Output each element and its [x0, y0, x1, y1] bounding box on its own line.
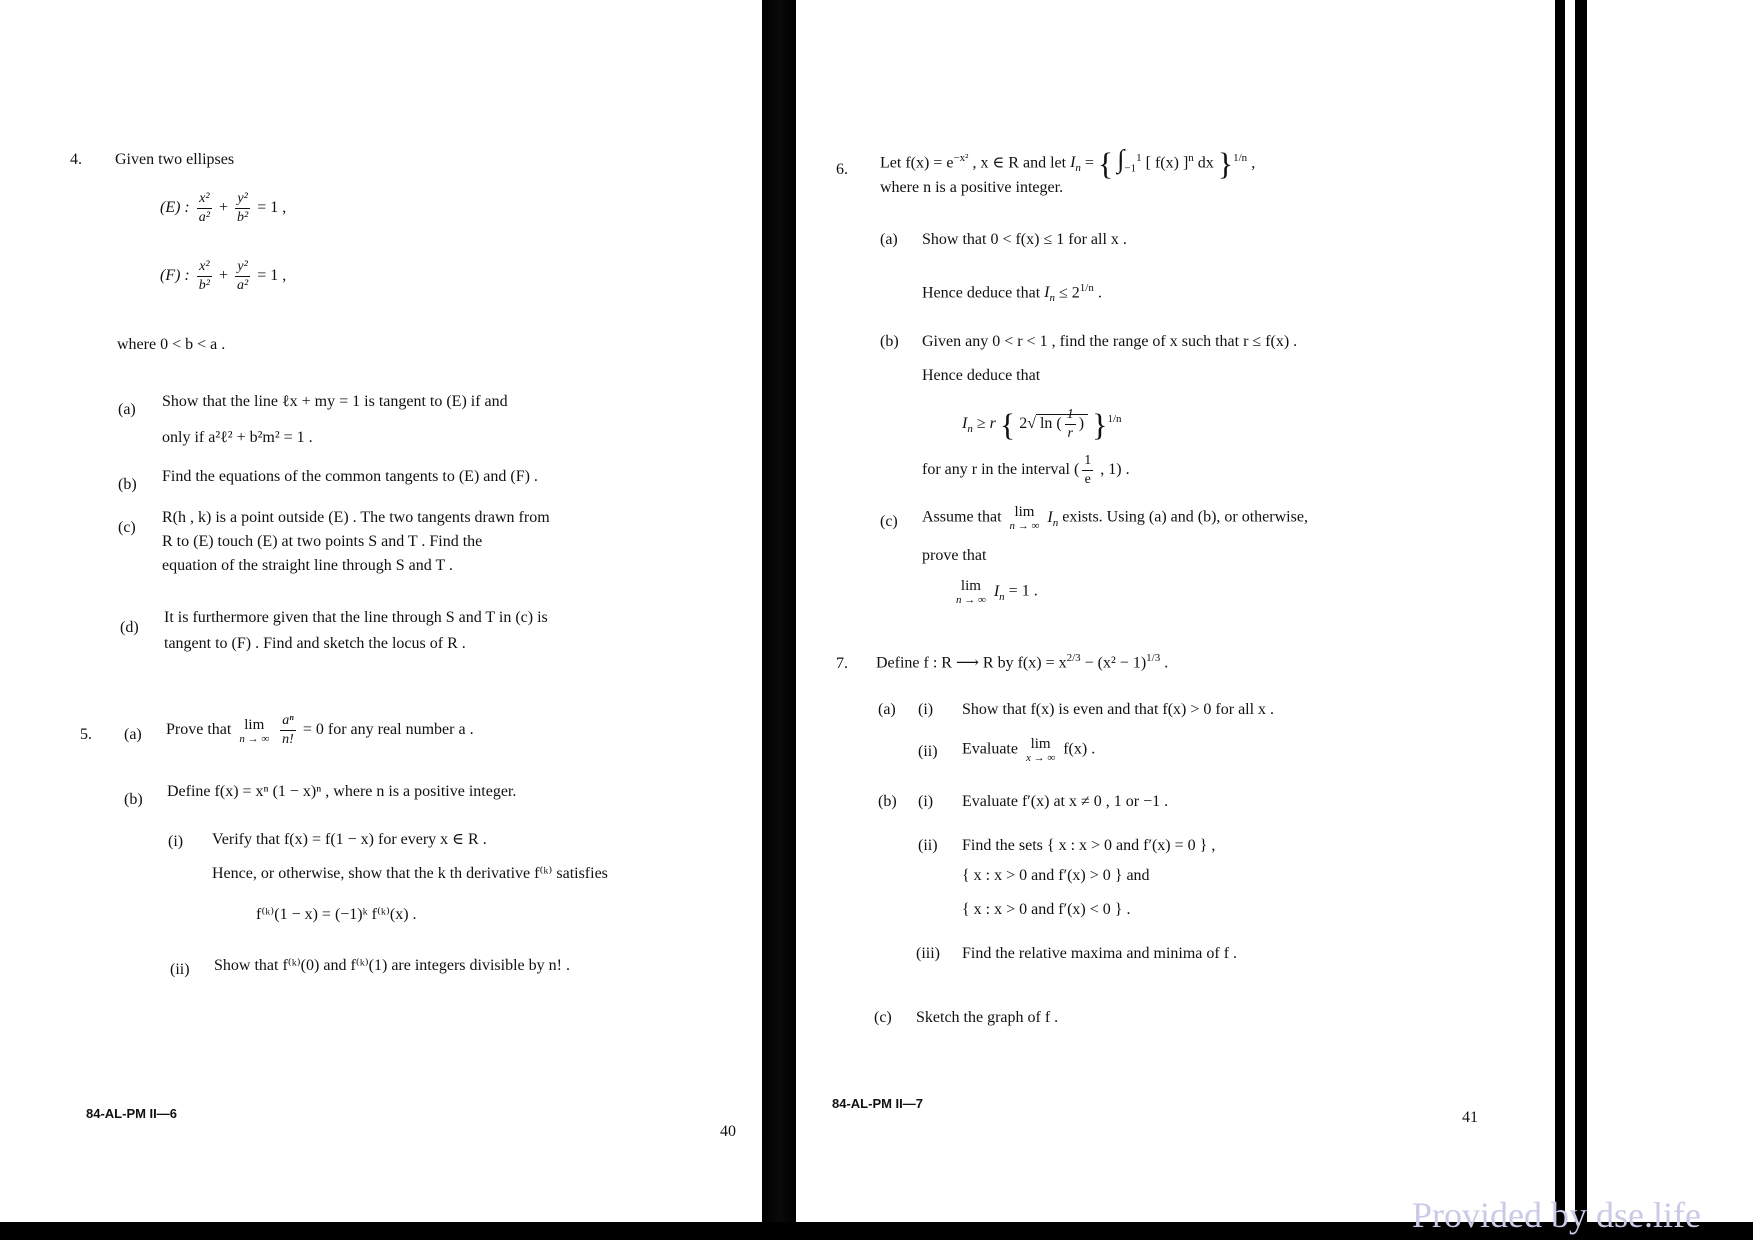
- part-text: only if a²ℓ² + b²m² = 1 .: [162, 429, 313, 446]
- part-text: Let $f(x) = e^{-x^2}$ , x ∈ R and let $I_n$ = { $\int_{-1}^1$ [ f(x) ]$^n$ dx }$^{1/n}$ ,: [880, 144, 1256, 182]
- part-label: (c): [880, 513, 898, 530]
- ellipse-f: (F) : $\frac{\text{x²}}{\text{b²}}$ + $\frac{\text{y²}}{\text{a²}}$ = 1 ,: [160, 259, 287, 293]
- part-text: tangent to (F) . Find and sketch the locus of R .: [164, 635, 466, 652]
- part-text: Sketch the graph of f .: [916, 1009, 1059, 1026]
- part-text: Verify that f(x) = f(1 − x) for every x ∈ R .: [212, 831, 487, 848]
- part-text: Define f : R ⟶ R by $f(x) = x^{2/3} - (x^2 - 1)^{1/3}$ .: [876, 652, 1169, 672]
- part-label: (ii): [918, 743, 938, 760]
- text: Let f(x) = e: [880, 154, 954, 172]
- formula: lim n → ∞ $I_n = 1$ .: [956, 578, 1038, 606]
- scan-edge: [1575, 0, 1587, 1240]
- part-label: (a): [878, 701, 896, 718]
- question-intro: Given two ellipses: [115, 151, 235, 168]
- part-text: Show that f(x) is even and that f(x) > 0 for all x .: [962, 701, 1275, 718]
- text: for any r in the interval: [922, 461, 1070, 479]
- text: = 0 for any real number a .: [302, 721, 474, 739]
- part-label: (b): [880, 333, 899, 350]
- part-text: for any r in the interval ( $\frac{1}{e}$ , 1) .: [922, 453, 1130, 487]
- part-text: It is furthermore given that the line through S and T in (c) is: [164, 609, 548, 626]
- condition: where 0 < b < a .: [117, 336, 226, 353]
- question-number: 6.: [836, 161, 848, 178]
- part-text: { x : x > 0 and f′(x) > 0 } and: [962, 867, 1150, 884]
- part-label: (ii): [918, 837, 938, 854]
- part-label: (b): [124, 791, 143, 808]
- part-text: prove that: [922, 547, 987, 564]
- part-label: (b): [878, 793, 897, 810]
- part-text: Given any 0 < r < 1 , find the range of x such that r ≤ f(x) .: [922, 333, 1298, 350]
- part-text: Find the equations of the common tangents to (E) and (F) .: [162, 468, 538, 485]
- part-text: Hence deduce that $I_n \le 2^{1/n}$ .: [922, 282, 1102, 305]
- text: Prove that: [166, 721, 232, 739]
- part-text: Show that the line ℓx + my = 1 is tangent to (E) if and: [162, 393, 508, 410]
- page-number: 40: [720, 1123, 736, 1140]
- page-number: 41: [1462, 1109, 1478, 1126]
- text: , x ∈ R and let: [972, 154, 1067, 172]
- part-text: Evaluate lim x → ∞ f(x) .: [962, 736, 1096, 764]
- question-number: 4.: [70, 151, 82, 168]
- part-text: Evaluate f′(x) at x ≠ 0 , 1 or −1 .: [962, 793, 1169, 810]
- part-label: (a): [118, 401, 136, 418]
- footer-code: 84-AL-PM II—7: [832, 1096, 924, 1111]
- part-text: Find the relative maxima and minima of f .: [962, 945, 1238, 962]
- part-text: equation of the straight line through S and T .: [162, 557, 453, 574]
- ellipse-label: (E) :: [160, 199, 190, 217]
- text: exists. Using (a) and (b), or otherwise,: [1062, 508, 1308, 526]
- text: Hence deduce that: [922, 284, 1041, 302]
- footer-code: 84-AL-PM II—6: [86, 1106, 178, 1121]
- ellipse-label: (F) :: [160, 267, 190, 285]
- part-text: R(h , k) is a point outside (E) . The two tangents drawn from: [162, 509, 550, 526]
- scan-edge: [1555, 0, 1565, 1240]
- text: Assume that: [922, 508, 1002, 526]
- part-text: Define f(x) = xⁿ (1 − x)ⁿ , where n is a positive integer.: [167, 783, 517, 800]
- part-label: (b): [118, 476, 137, 493]
- part-label: (a): [124, 726, 142, 743]
- page-gutter: [762, 0, 796, 1240]
- part-text: Show that 0 < f(x) ≤ 1 for all x .: [922, 231, 1127, 248]
- part-text: Hence, or otherwise, show that the k th derivative f⁽ᵏ⁾ satisfies: [212, 865, 608, 882]
- part-label: (a): [880, 231, 898, 248]
- formula: f⁽ᵏ⁾(1 − x) = (−1)ᵏ f⁽ᵏ⁾(x) .: [256, 906, 417, 923]
- ellipse-e: (E) : $\frac{\text{x²}}{\text{a²}}$ + $\frac{\text{y²}}{\text{b²}}$ = 1 ,: [160, 191, 287, 225]
- part-text: Find the sets { x : x > 0 and f′(x) = 0 } ,: [962, 837, 1216, 854]
- part-text: { x : x > 0 and f′(x) < 0 } .: [962, 901, 1131, 918]
- part-label: (ii): [170, 961, 190, 978]
- question-number: 7.: [836, 655, 848, 672]
- question-number: 5.: [80, 726, 92, 743]
- part-label: (i): [168, 833, 184, 850]
- part-label: (i): [918, 701, 934, 718]
- part-text: Hence deduce that: [922, 367, 1041, 384]
- part-text: where n is a positive integer.: [880, 179, 1064, 196]
- part-label: (c): [874, 1009, 892, 1026]
- watermark: Provided by dse.life: [1412, 1195, 1701, 1235]
- text: Define f : R ⟶ R by f(x) = x: [876, 654, 1067, 672]
- text: Evaluate: [962, 740, 1018, 758]
- part-label: (i): [918, 793, 934, 810]
- part-text: Show that f⁽ᵏ⁾(0) and f⁽ᵏ⁾(1) are integers divisible by n! .: [214, 957, 570, 974]
- part-label: (iii): [916, 945, 940, 962]
- part-text: Assume that lim n → ∞ $I_n$ exists. Using (a) and (b), or otherwise,: [922, 504, 1308, 532]
- part-label: (c): [118, 519, 136, 536]
- part-label: (d): [120, 619, 139, 636]
- part-text: Prove that lim n → ∞ $\frac{\text{aⁿ}}{n!}$ = 0 for any real number a .: [166, 713, 474, 747]
- formula: $I_n \ge r$ { 2√ ln ( $\frac{1}{r}$ ) }$^{1/n}$: [962, 406, 1122, 443]
- part-text: R to (E) touch (E) at two points S and T . Find the: [162, 533, 483, 550]
